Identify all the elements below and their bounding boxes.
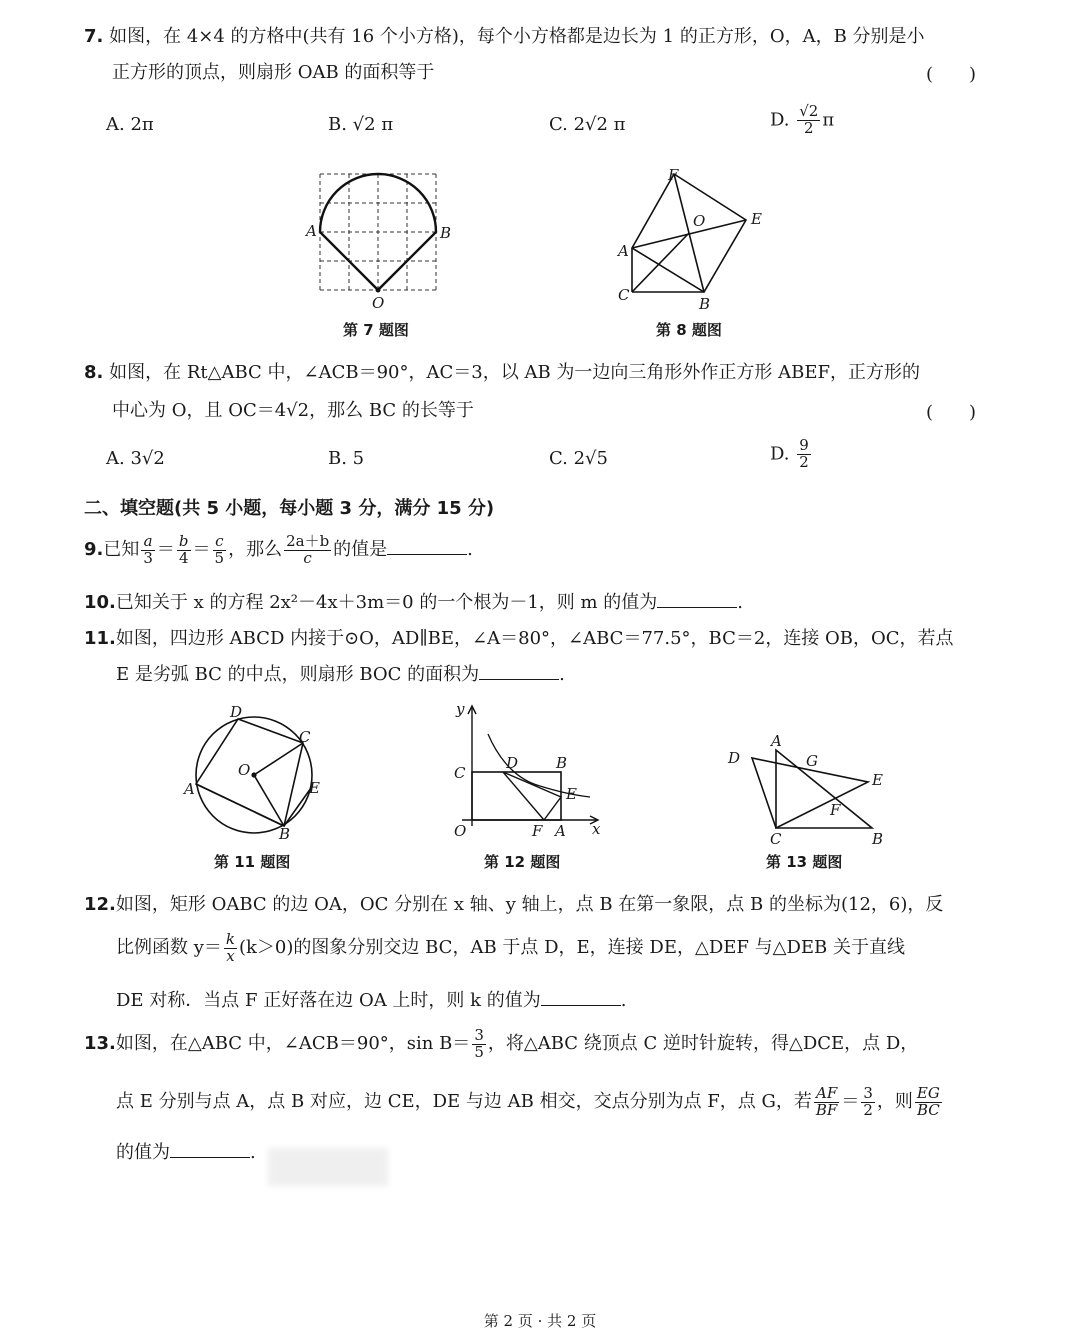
q7-text-1: 如图，在 4×4 的方格中(共有 16 个小方格)，每个小方格都是边长为 1 的正方形，O，A，B 分别是小 xyxy=(109,26,925,47)
q11-radius-oc xyxy=(254,743,303,775)
q13-r3-numerator: EG xyxy=(916,1083,940,1102)
q9-equal-2: ＝ xyxy=(192,539,211,560)
q12-label-f: F xyxy=(532,822,543,840)
q8-label-f: F xyxy=(668,166,679,184)
q9-equal-1: ＝ xyxy=(156,539,175,560)
q12-line1 xyxy=(84,890,943,916)
q11-answer-blank[interactable] xyxy=(479,661,559,680)
q9-f1-numerator: a xyxy=(141,534,155,551)
q13-fraction-af-bf xyxy=(814,1083,839,1119)
q13-text-2-pre: 点 E 分别与点 A，点 B 对应，边 CE，DE 与边 AB 相交，交点分别为点 F，点 G，若 xyxy=(116,1091,812,1112)
q11-label-b: B xyxy=(279,825,291,843)
q9-f2-numerator: b xyxy=(178,531,189,550)
q9-f3-numerator: c xyxy=(213,534,227,551)
q7-option-b-value: √2 π xyxy=(352,114,394,135)
q12-segment-fe xyxy=(544,797,561,820)
q13-triangle-abc xyxy=(776,750,872,828)
q8-figure xyxy=(610,164,780,314)
q11-line1 xyxy=(84,624,954,650)
q13-fraction-sin xyxy=(472,1025,486,1061)
q8-label-c: C xyxy=(618,286,630,304)
q12-fraction-denominator: x xyxy=(226,946,235,965)
q13-answer-blank[interactable] xyxy=(170,1139,250,1158)
q10-number: 10. xyxy=(84,592,116,613)
q7-figure xyxy=(300,166,460,314)
q13-text-1-post: ，将△ABC 绕顶点 C 逆时针旋转，得△DCE，点 D， xyxy=(487,1033,919,1054)
q10-text: 已知关于 x 的方程 2x²－4x＋3m＝0 的一个根为－1，则 m 的值为 xyxy=(115,592,658,613)
q10-line xyxy=(84,588,743,614)
q11-caption: 第 11 题图 xyxy=(214,853,291,871)
q7-option-d xyxy=(770,104,834,137)
q12-text-1: 如图，矩形 OABC 的边 OA，OC 分别在 x 轴、y 轴上，点 B 在第一象限，点 B 的坐标为(12，6)，反 xyxy=(115,894,944,915)
q12-line2 xyxy=(116,930,905,966)
q12-text-3: DE 对称．当点 F 正好落在边 OA 上时，则 k 的值为 xyxy=(116,990,541,1011)
q8-answer-paren: ( ) xyxy=(926,402,977,423)
q11-end: . xyxy=(559,664,565,685)
q9-line xyxy=(84,532,473,568)
q7-option-d-denominator: 2 xyxy=(804,118,814,137)
q7-option-d-suffix: π xyxy=(822,109,835,131)
q12-label-d: D xyxy=(506,754,519,772)
q7-option-c xyxy=(549,114,626,135)
q11-label-e: E xyxy=(309,779,320,797)
q12-rectangle-oabc xyxy=(472,772,561,820)
q7-caption: 第 7 题图 xyxy=(343,321,409,339)
q13-r1-numerator: AF xyxy=(814,1086,839,1103)
q12-caption: 第 12 题图 xyxy=(484,853,561,871)
q13-r1-denominator: BF xyxy=(815,1100,838,1119)
q9-answer-blank[interactable] xyxy=(387,536,467,555)
q13-label-d: D xyxy=(728,749,741,767)
q9-fraction-expr xyxy=(284,531,331,567)
q13-label-c: C xyxy=(770,830,782,848)
q8-label-o: O xyxy=(693,212,706,230)
q10-end: . xyxy=(737,592,744,613)
q11-label-o: O xyxy=(238,761,251,779)
q13-label-b: B xyxy=(872,830,884,848)
q7-option-d-prefix: D. xyxy=(770,109,796,131)
q13-r2-denominator: 2 xyxy=(863,1100,873,1119)
q12-figure xyxy=(448,698,613,843)
q9-f2-denominator: 4 xyxy=(178,548,189,567)
q12-line3 xyxy=(116,986,627,1012)
q11-label-a: A xyxy=(184,780,195,798)
q12-fraction-kx xyxy=(224,929,237,965)
q8-option-d xyxy=(770,438,813,471)
q12-fraction-numerator: k xyxy=(225,929,235,948)
q11-label-d: D xyxy=(230,703,243,721)
q13-label-a: A xyxy=(771,732,782,750)
q13-line2 xyxy=(116,1084,944,1120)
q9-f4-numerator: 2a＋b xyxy=(286,531,330,550)
q8-option-a: A. 3√2 xyxy=(106,448,165,469)
q13-line1 xyxy=(84,1026,918,1062)
q8-option-d-fraction xyxy=(797,438,811,471)
q11-figure xyxy=(180,700,330,845)
q13-number: 13. xyxy=(84,1033,116,1054)
q13-label-e: E xyxy=(872,771,883,789)
q13-line3 xyxy=(116,1138,256,1164)
q12-label-c: C xyxy=(454,764,466,782)
q11-center-o xyxy=(251,772,256,777)
q9-fraction-b4 xyxy=(177,531,191,567)
q8-option-d-prefix: D. xyxy=(770,443,796,465)
q12-label-a: A xyxy=(555,822,566,840)
q8-line1 xyxy=(84,358,920,384)
q8-number: 8. xyxy=(84,362,104,383)
q9-number: 9. xyxy=(84,539,104,560)
q8-label-a: A xyxy=(618,242,629,260)
q7-option-d-fraction xyxy=(797,104,820,137)
q13-figure xyxy=(720,726,900,851)
q13-text-1-pre: 如图，在△ABC 中，∠ACB＝90°，sin B＝ xyxy=(115,1033,471,1054)
q7-option-c-value: 2√2 π xyxy=(573,114,626,135)
q13-caption: 第 13 题图 xyxy=(766,853,843,871)
q11-text-2: E 是劣弧 BC 的中点，则扇形 BOC 的面积为 xyxy=(116,664,480,685)
q7-label-b: B xyxy=(440,224,452,242)
q8-label-b: B xyxy=(699,295,711,313)
q9-post: 的值是 xyxy=(333,539,388,560)
q7-option-b xyxy=(328,114,393,135)
q7-point-o xyxy=(376,288,381,293)
q12-segment-de xyxy=(503,772,561,797)
q7-line1 xyxy=(84,22,925,48)
q11-line2 xyxy=(116,660,565,686)
q7-option-d-numerator: √2 xyxy=(799,102,819,120)
q12-label-x: x xyxy=(592,820,601,838)
q8-option-c: C. 2√5 xyxy=(549,448,608,469)
q8-option-b: B. 5 xyxy=(328,448,365,469)
q12-label-e: E xyxy=(566,785,577,803)
q12-end: . xyxy=(620,990,627,1011)
q8-caption: 第 8 题图 xyxy=(656,321,722,339)
q12-label-b: B xyxy=(556,754,568,772)
q7-option-c-prefix: C. xyxy=(549,114,574,135)
q13-text-2-mid: ，则 xyxy=(876,1091,913,1112)
q9-end: . xyxy=(467,539,473,560)
q7-option-a: A. 2π xyxy=(106,114,154,135)
q8-text-2: 中心为 O，且 OC＝4√2，那么 BC 的长等于 xyxy=(112,400,474,421)
q13-label-f: F xyxy=(830,801,841,819)
q11-number: 11. xyxy=(84,628,116,649)
q8-segment-oc xyxy=(632,233,689,292)
q13-fraction-eg-bc xyxy=(915,1083,942,1119)
q7-answer-paren: ( ) xyxy=(926,64,977,85)
q8-text-1: 如图，在 Rt△ABC 中，∠ACB＝90°，AC＝3，以 AB 为一边向三角形外作正方形 ABEF，正方形的 xyxy=(109,362,920,383)
page-footer: 第 2 页 · 共 2 页 xyxy=(483,1312,597,1330)
q9-fraction-a3 xyxy=(141,531,155,567)
q8-option-d-numerator: 9 xyxy=(799,436,809,454)
section-2-heading: 二、填空题(共 5 小题，每小题 3 分，满分 15 分) xyxy=(84,498,495,519)
q8-label-e: E xyxy=(751,210,762,228)
q7-number: 7. xyxy=(84,26,104,47)
q13-sin-numerator: 3 xyxy=(474,1025,484,1044)
q11-text-1: 如图，四边形 ABCD 内接于⊙O，AD∥BE，∠A＝80°，∠ABC＝77.5°，BC＝2，连接 OB，OC，若点 xyxy=(115,628,954,649)
q9-mid: ，那么 xyxy=(228,539,283,560)
q9-f1-denominator: 3 xyxy=(143,548,153,567)
q8-option-d-denominator: 2 xyxy=(799,452,809,471)
q12-label-o: O xyxy=(454,822,467,840)
q12-number: 12. xyxy=(84,894,116,915)
q13-text-3: 的值为 xyxy=(116,1142,170,1163)
q13-fraction-3-2 xyxy=(861,1083,875,1119)
q10-answer-blank[interactable] xyxy=(657,589,737,608)
q12-text-2-post: (k＞0)的图象分别交边 BC，AB 于点 D，E，连接 DE，△DEF 与△DEB 关于直线 xyxy=(238,937,905,958)
q13-label-g: G xyxy=(806,752,818,770)
q9-f4-denominator: c xyxy=(303,548,312,567)
q13-r2-numerator: 3 xyxy=(863,1083,873,1102)
q9-fraction-c5 xyxy=(213,531,227,567)
q12-label-y: y xyxy=(456,700,465,718)
q13-sin-denominator: 5 xyxy=(474,1042,484,1061)
q9-f3-denominator: 5 xyxy=(214,548,225,567)
q12-answer-blank[interactable] xyxy=(541,987,621,1006)
q7-label-a: A xyxy=(306,222,317,240)
q7-option-b-prefix: B. xyxy=(328,114,353,135)
q13-end: . xyxy=(250,1142,256,1163)
q11-label-c: C xyxy=(299,728,311,746)
scan-smudge xyxy=(268,1148,388,1186)
q13-r3-denominator: BC xyxy=(916,1100,940,1119)
q9-pre: 已知 xyxy=(103,539,140,560)
q7-label-o: O xyxy=(372,294,385,312)
q7-text-2: 正方形的顶点，则扇形 OAB 的面积等于 xyxy=(112,62,435,83)
q13-ratio-equal: ＝ xyxy=(841,1091,860,1112)
q12-text-2-pre: 比例函数 y＝ xyxy=(116,937,222,958)
